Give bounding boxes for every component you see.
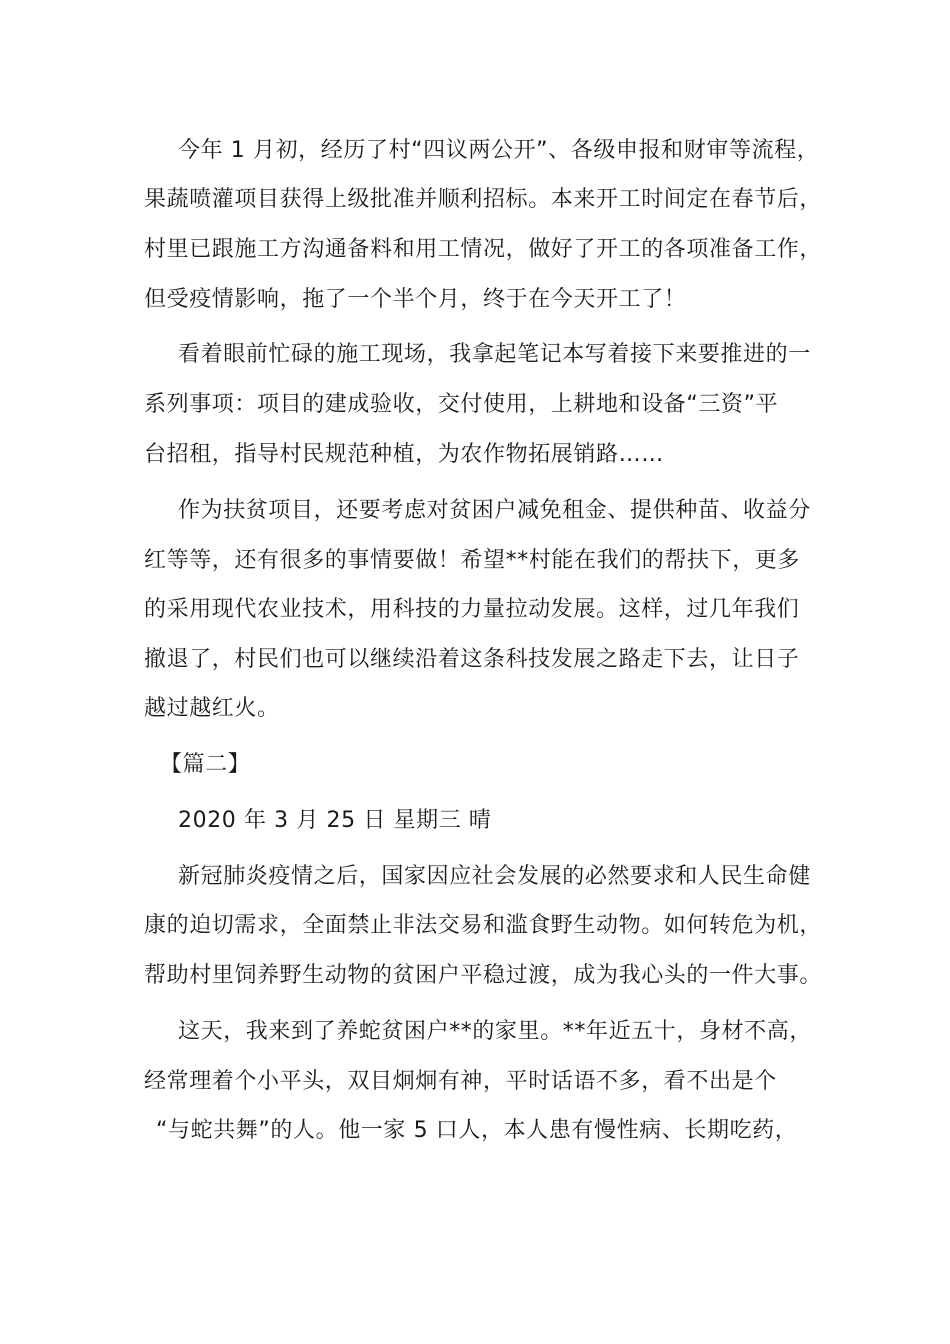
paragraph-1-line-4: 但受疫情影响，拖了一个半个月，终于在今天开工了！	[144, 287, 687, 312]
section-heading: 【篇二】	[160, 752, 251, 777]
paragraph-5-line-3: “与蛇共舞”的人。他一家 5 口人，本人患有慢性病、长期吃药，	[156, 1118, 798, 1143]
paragraph-3-line-5: 越过越红火。	[144, 696, 280, 721]
paragraph-2-line-2: 系列事项：项目的建成验收，交付使用，上耕地和设备“三资”平	[144, 392, 779, 417]
paragraph-1-line-3: 村里已跟施工方沟通备料和用工情况，做好了开工的各项准备工作，	[144, 237, 823, 262]
paragraph-3-line-1: 作为扶贫项目，还要考虑对贫困户减免租金、提供种苗、收益分	[178, 498, 811, 523]
paragraph-2-line-1: 看着眼前忙碌的施工现场，我拿起笔记本写着接下来要推进的一	[178, 342, 811, 367]
paragraph-4-line-3: 帮助村里饲养野生动物的贫困户平稳过渡，成为我心头的一件大事。	[144, 963, 823, 988]
paragraph-3-line-3: 的采用现代农业技术，用科技的力量拉动发展。这样，过几年我们	[144, 597, 800, 622]
paragraph-3-line-2: 红等等，还有很多的事情要做！希望**村能在我们的帮扶下，更多	[144, 548, 801, 573]
paragraph-1-line-2: 果蔬喷灌项目获得上级批准并顺利招标。本来开工时间定在春节后，	[144, 187, 823, 212]
paragraph-5-line-2: 经常理着个小平头，双目炯炯有神，平时话语不多，看不出是个	[144, 1069, 777, 1094]
paragraph-4-line-1: 新冠肺炎疫情之后，国家因应社会发展的必然要求和人民生命健	[178, 864, 811, 889]
paragraph-4-line-2: 康的迫切需求，全面禁止非法交易和滥食野生动物。如何转危为机，	[144, 913, 823, 938]
date-line: 2020 年 3 月 25 日 星期三 晴	[178, 808, 492, 833]
paragraph-3-line-4: 撤退了，村民们也可以继续沿着这条科技发展之路走下去，让日子	[144, 647, 800, 672]
paragraph-1-line-1: 今年 1 月初，经历了村“四议两公开”、各级申报和财审等流程，	[178, 138, 820, 163]
paragraph-5-line-1: 这天，我来到了养蛇贫困户**的家里。**年近五十，身材不高，	[178, 1019, 813, 1044]
paragraph-2-line-3: 台招租，指导村民规范种植，为农作物拓展销路……	[144, 442, 664, 467]
